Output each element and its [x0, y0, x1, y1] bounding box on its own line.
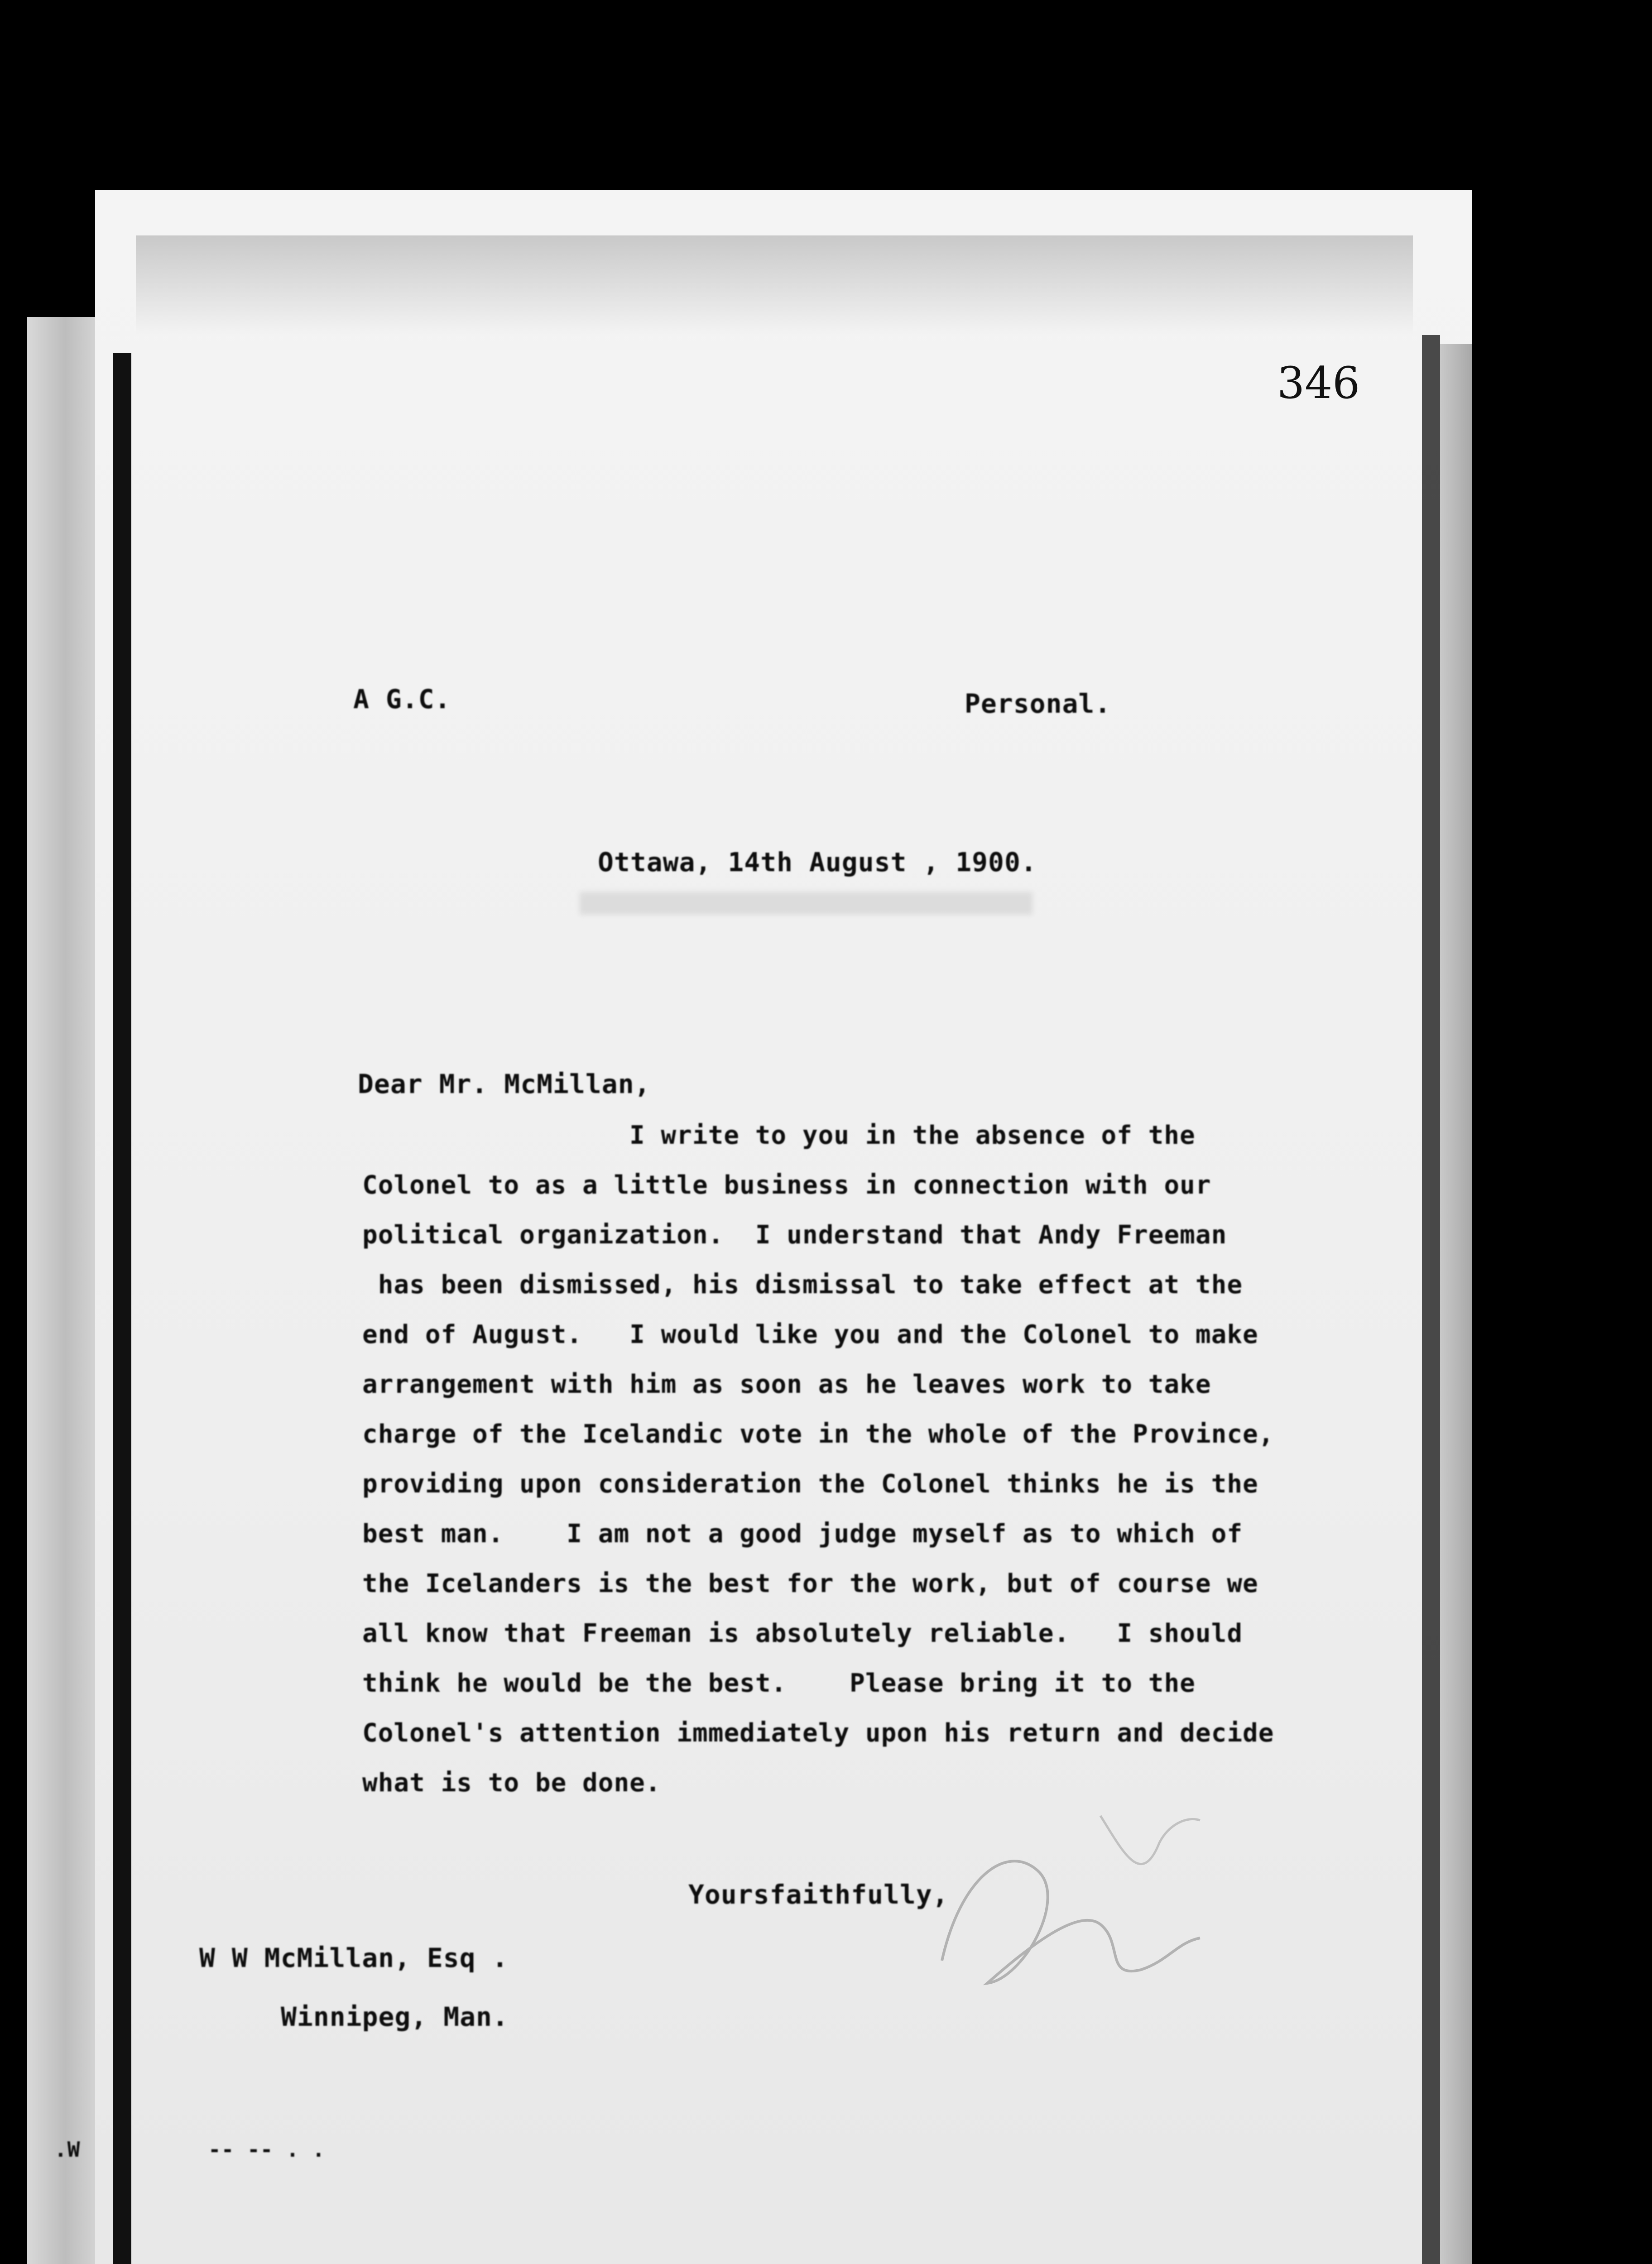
dash-mark: -- -- . .: [208, 2137, 326, 2162]
bleed-through-text: [580, 892, 1032, 915]
letter-closing: Yoursfaithfully,: [688, 1879, 949, 1910]
paper-fold: [136, 235, 1413, 335]
letter-body-line: all know that Freeman is absolutely reliable. I should: [362, 1619, 1243, 1648]
sheet-edge-shadow: [1422, 335, 1440, 2264]
letter-body-line: arrangement with him as soon as he leaves work to take: [362, 1370, 1211, 1399]
letter-body-line: providing upon consideration the Colonel thinks he is the: [362, 1469, 1258, 1499]
sheet-edge-strip: [1440, 344, 1472, 2264]
letter-body-line: what is to be done.: [362, 1768, 661, 1798]
letter-body-line: end of August. I would like you and the Colonel to make: [362, 1320, 1258, 1349]
letter-body-line: political organization. I understand that Andy Freeman: [362, 1220, 1227, 1250]
letter-body-line: best man. I am not a good judge myself as to which of: [362, 1519, 1243, 1549]
letter-body-line: the Icelanders is the best for the work, but of course we: [362, 1569, 1258, 1598]
letter-body-line: I write to you in the absence of the: [629, 1121, 1196, 1150]
letter-body-line: Colonel to as a little business in connection with our: [362, 1170, 1211, 1200]
letter-body-line: charge of the Icelandic vote in the whole of the Province,: [362, 1420, 1274, 1449]
letter-dateline: Ottawa, 14th August , 1900.: [598, 847, 1037, 878]
margin-mark: .W: [54, 2137, 81, 2162]
letter-classification: Personal.: [965, 688, 1111, 719]
addressee-city: Winnipeg, Man.: [281, 2001, 509, 2032]
addressee-name: W W McMillan, Esq .: [199, 1943, 509, 1973]
letter-salutation: Dear Mr. McMillan,: [358, 1069, 651, 1099]
binding-shadow: [113, 353, 131, 2264]
letter-reference: A G.C.: [353, 684, 451, 715]
letter-body-line: has been dismissed, his dismissal to take effect at the: [362, 1270, 1243, 1300]
letter-body-line: think he would be the best. Please bring it to the: [362, 1669, 1196, 1698]
page-number: 346: [1277, 358, 1360, 408]
letter-body-line: Colonel's attention immediately upon his return and decide: [362, 1718, 1274, 1748]
